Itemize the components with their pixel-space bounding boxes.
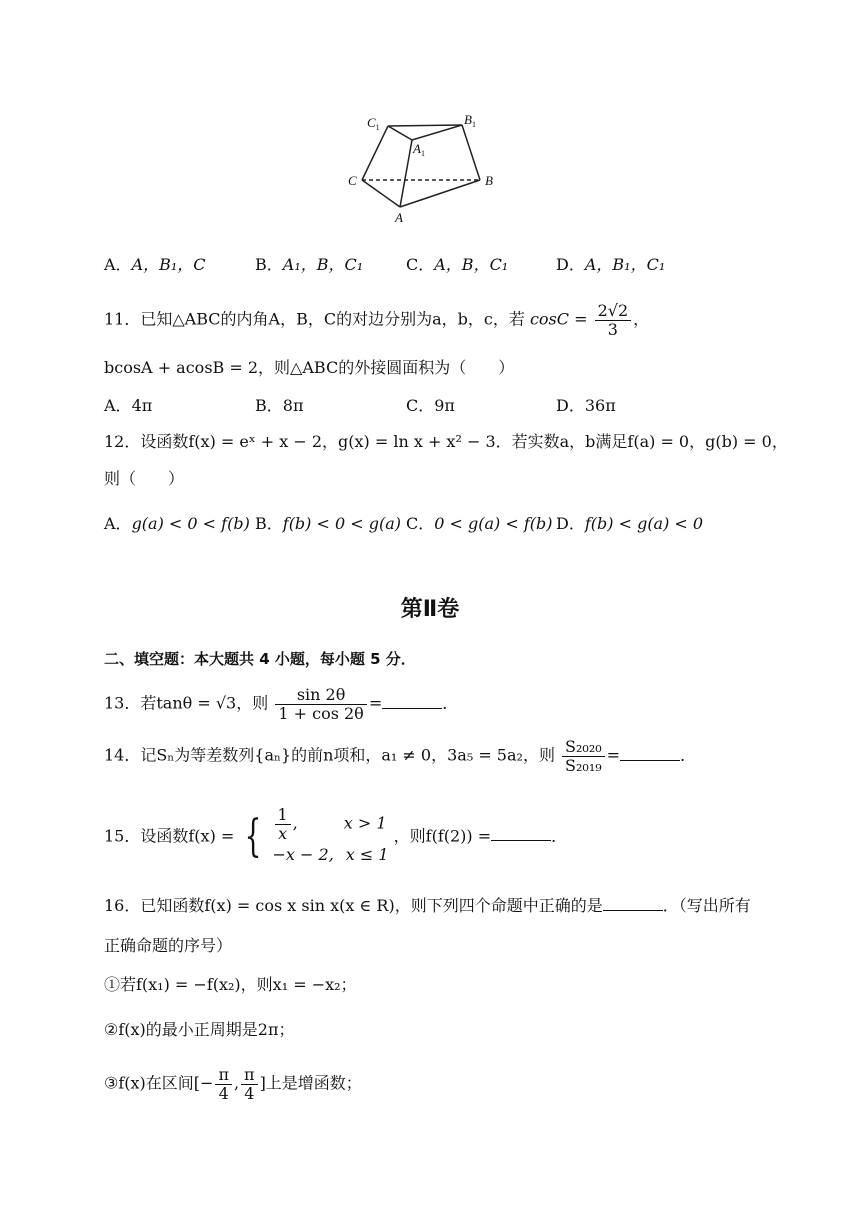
label-b1: $B_1$ — [464, 112, 476, 129]
q11-line2: bcosA + acosB = 2，则△ABC的外接圆面积为（ ） — [104, 358, 515, 377]
q16-line1: 16．已知函数f(x) = cos x sin x(x ∈ R)，则下列四个命题中正确的是 ．（写出所有 — [104, 896, 751, 915]
q12-option-b: B．f(b) < 0 < g(a) — [255, 514, 402, 533]
label-c: C — [348, 173, 357, 188]
q12-option-a: A．g(a) < 0 < f(b) — [104, 514, 250, 533]
q14-line: 14．记Sₙ为等差数列{aₙ}的前n项和，a₁ ≠ 0，3a₅ = 5a₂，则 $\frac{\text{S₂₀₂₀}}{\text{S₂₀₁₉}}$ = ． — [104, 737, 697, 775]
q10-option-d: D．A，B₁，C₁ — [556, 255, 666, 274]
q16-item3: ③f(x)在区间[− $\frac{\pi}{4}$ , $\frac{\pi}{4}$ ]上是增函数； — [104, 1065, 362, 1103]
q12-text: 设函数f(x) = eˣ + x − 2，g(x) = ln x + x² − 3．若实数a，b满足f(a) = 0，g(b) = 0， — [140, 432, 788, 451]
q13-fraction: $\frac{\sin 2\theta}{1 + \cos 2\theta}$ — [275, 686, 366, 722]
q14-answer-blank — [620, 746, 680, 761]
edge-a-b — [400, 180, 480, 207]
q11-text: 已知△ABC的内角A，B，C的对边分别为a，b，c，若 — [140, 309, 525, 329]
q14-fraction: $\frac{\text{S₂₀₂₀}}{\text{S₂₀₁₉}}$ — [562, 738, 605, 774]
q12-number: 12． — [104, 432, 141, 451]
q15-piecewise: $\frac{1}{x}$ , x > 1 −x − 2, x ≤ 1 — [272, 805, 389, 865]
edge-c1-b1 — [388, 125, 462, 126]
q11-option-c: C．9π — [406, 396, 455, 415]
q15-answer-blank — [491, 826, 551, 841]
edge-a1-b1 — [412, 125, 462, 140]
q10-option-a: A．A，B₁，C — [104, 255, 206, 274]
q11-cos-c: cosC = — [529, 309, 588, 329]
section-heading: 二、填空题：本大题共 4 小题，每小题 5 分． — [104, 650, 416, 668]
q16-line2: 正确命题的序号） — [104, 936, 233, 955]
q16-item1: ①若f(x₁) = −f(x₂)，则x₁ = −x₂； — [104, 975, 357, 994]
edge-b1-b — [462, 125, 480, 180]
edge-c1-a1 — [388, 126, 412, 140]
q13-answer-blank — [382, 694, 442, 709]
q12-option-d: D．f(b) < g(a) < 0 — [556, 514, 704, 533]
label-a: A — [395, 210, 403, 225]
edge-c1-c — [362, 126, 388, 180]
label-a1: $A_1$ — [413, 141, 425, 158]
edge-a1-a — [400, 140, 412, 207]
q10-option-b: B．A₁，B，C₁ — [255, 255, 364, 274]
q12-line1 — [104, 432, 788, 451]
q11-option-d: D．36π — [556, 396, 616, 415]
q12-option-c: C．0 < g(a) < f(b) — [406, 514, 553, 533]
q12-line2: 则（ ） — [104, 469, 185, 488]
q11-option-a: A．4π — [104, 396, 153, 415]
q16-item2: ②f(x)的最小正周期是2π； — [104, 1020, 295, 1039]
q11-line1: 11．已知△ABC的内角A，B，C的对边分别为a，b，c，若 cosC = $\frac{2√2}{3}$ ， — [104, 301, 650, 339]
q11-fraction: $\frac{2√2}{3}$ — [595, 302, 632, 338]
q10-option-c: C．A，B，C₁ — [406, 255, 509, 274]
q11-number: 11． — [104, 309, 141, 329]
label-c1: $C_1$ — [367, 115, 380, 132]
q13-line: 13．若tanθ = √3，则 $\frac{\sin 2\theta}{1 + \cos 2\theta}$ = ． — [104, 685, 459, 723]
q16-answer-blank — [603, 896, 663, 911]
part-title: 第Ⅱ卷 — [400, 597, 460, 622]
q15-line: 15．设函数f(x) = { $\frac{1}{x}$ , x > 1 −x − 2, x ≤ 1 ，则f(f(2)) = ． — [104, 806, 567, 868]
label-b: B — [485, 173, 493, 188]
q11-option-b: B．8π — [255, 396, 304, 415]
edge-c-a — [362, 180, 400, 207]
